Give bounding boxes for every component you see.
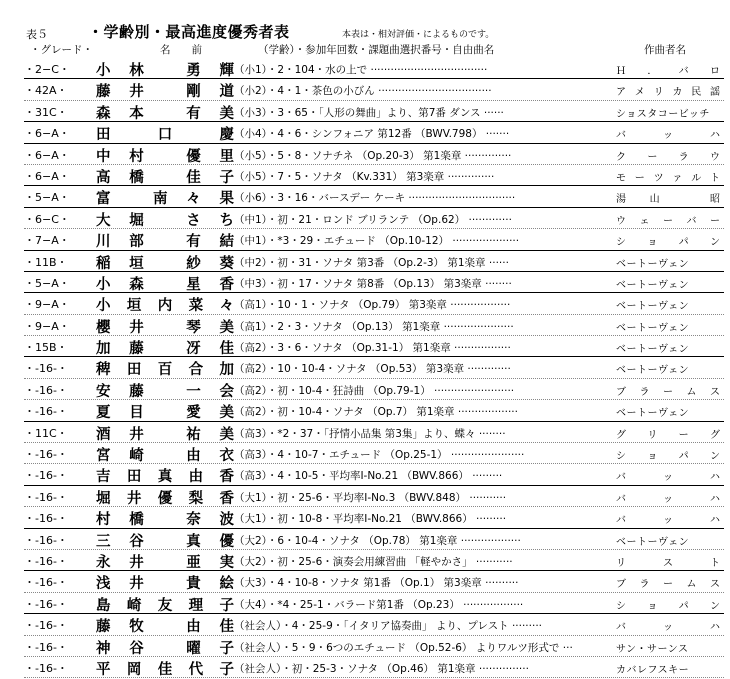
composer-cell: リ ス ト	[616, 557, 720, 569]
grade-cell: ・5−A・	[24, 276, 70, 290]
grade-cell: ・2−C・	[24, 63, 70, 76]
piece-cell: （小5）・7・5・ソナタ （Kv.331） 第3楽章 ··············	[234, 170, 495, 183]
piece-cell: （中3）・初・17・ソナタ 第8番 （Op.13） 第3楽章 ········	[234, 277, 512, 290]
name-cell: 高 橋 佳 子	[96, 169, 234, 186]
table-row	[24, 550, 724, 571]
name-cell: 稲 垣 紗 葵	[96, 255, 234, 272]
piece-cell: （小5）・5・8・ソナチネ （Op.20-3） 第1楽章 ··············	[234, 149, 512, 162]
table-row	[24, 400, 724, 421]
composer-cell: ベートーヴェン	[616, 408, 690, 420]
grade-cell: ・6−C・	[24, 212, 70, 226]
composer-cell: バ ッ ハ	[616, 130, 720, 142]
table-row	[24, 529, 724, 550]
name-cell: 島 崎 友 理 子	[96, 597, 234, 614]
grade-cell: ・-16-・	[24, 512, 68, 526]
piece-cell: （社会人）・4・25-9・「イタリア協奏曲」 より、プレスト ·········	[234, 620, 542, 633]
composer-cell: ベートーヴェン	[616, 301, 690, 313]
composer-cell: バ ッ ハ	[616, 472, 720, 484]
piece-cell: （中2）・初・31・ソナタ 第3番 （Op.2-3） 第1楽章 ······	[234, 256, 509, 269]
table-row	[24, 144, 724, 165]
composer-cell: ベートーヴェン	[616, 365, 690, 377]
table-header	[0, 0, 730, 40]
grade-cell: ・7−A・	[24, 234, 70, 248]
column-header-grade: ・グレード・	[30, 44, 93, 56]
composer-cell: ベートーヴェン	[616, 279, 690, 291]
table-row	[24, 507, 724, 528]
table-row	[24, 293, 724, 314]
composer-cell: ウ ェ ー バ ー	[616, 215, 720, 227]
piece-cell: （小1）・2・104・水の上で ···································	[234, 64, 488, 76]
piece-cell: （高3）・*2・37・「抒情小品集 第3集」より、蝶々 ········	[234, 427, 506, 440]
grade-cell: ・31C・	[24, 105, 68, 119]
composer-cell: ベートーヴェン	[616, 258, 690, 270]
composer-cell: ア メ リ カ 民 謡	[616, 87, 720, 99]
table-row	[24, 101, 724, 122]
grade-cell: ・5−A・	[24, 191, 70, 205]
composer-cell: シ ョ パ ン	[616, 237, 720, 249]
grade-cell: ・6−A・	[24, 148, 70, 162]
table-label: 表５	[26, 28, 48, 41]
grade-cell: ・9−A・	[24, 298, 70, 312]
piece-cell: （高3）・4・10-5・平均率Ⅰ-No.21 （BWV.866） ·········	[234, 470, 503, 483]
grade-cell: ・-16-・	[24, 448, 68, 462]
piece-cell: （高2）・10・10-4・ソナタ （Op.53） 第3楽章 ·············	[234, 363, 511, 376]
composer-cell: バ ッ ハ	[616, 622, 720, 634]
name-cell: 藤 牧 由 佳	[96, 619, 234, 636]
grade-cell: ・42A・	[24, 84, 68, 98]
name-cell: 平 岡 佳 代 子	[96, 661, 234, 678]
grade-cell: ・-16-・	[24, 661, 68, 675]
piece-cell: （大2）・初・25-6・演奏会用練習曲 「軽やかさ」 ···········	[234, 555, 513, 568]
table-title: ・学齢別・最高進度優秀者表	[88, 23, 290, 41]
table-row	[24, 251, 724, 272]
piece-cell: （社会人）・5・9・6つのエチュード （Op.52-6） よりワルツ形式で ···	[234, 641, 573, 654]
table-row	[24, 593, 724, 614]
name-cell: 村 橋 奈 波	[96, 512, 234, 529]
composer-cell: シ ョ パ ン	[616, 600, 720, 612]
piece-cell: （中1）・*3・29・エチュード （Op.10-12） ····················	[234, 235, 520, 248]
composer-cell: 湯 山 昭	[616, 194, 720, 206]
table-row	[24, 336, 724, 357]
composer-cell: バ ッ ハ	[616, 515, 720, 527]
name-cell: 藤 井 剛 道	[96, 84, 234, 101]
name-cell: 神 谷 曜 子	[96, 640, 234, 657]
name-cell: 浅 井 貴 絵	[96, 576, 234, 593]
table-row	[24, 636, 724, 657]
name-cell: 加 藤 冴 佳	[96, 341, 234, 358]
grade-cell: ・-16-・	[24, 405, 68, 419]
piece-cell: （高1）・2・3・ソナタ （Op.13） 第1楽章 ·····················	[234, 320, 514, 333]
piece-cell: （大2）・6・10-4・ソナタ （Op.78） 第1楽章 ··················	[234, 534, 521, 547]
piece-cell: （高2）・初・10-4・狂詩曲 （Op.79-1） ························	[234, 384, 515, 397]
composer-cell: カバレフスキー	[616, 664, 690, 676]
composer-cell: グ リ ー グ	[616, 429, 720, 441]
grade-cell: ・-16-・	[24, 597, 68, 611]
table-row	[24, 422, 724, 443]
piece-cell: （小3）・3・65・「人形の舞曲」より、第7番 ダンス ······	[234, 106, 504, 119]
composer-cell: ベートーヴェン	[616, 344, 690, 356]
composer-cell: ベートーヴェン	[616, 536, 690, 548]
piece-cell: （大3）・4・10-8・ソナタ 第1番 （Op.1） 第3楽章 ··········	[234, 577, 519, 590]
name-cell: 安 藤 一 会	[96, 383, 234, 400]
piece-cell: （大4）・*4・25-1・バラード第1番 （Op.23） ··················	[234, 598, 524, 611]
table-note: 本表は・相対評価・によるものです。	[342, 30, 495, 40]
composer-cell: ショスタコービッチ	[616, 108, 710, 120]
piece-cell: （大1）・初・10-8・平均率Ⅰ-No.21 （BWV.866） ·········	[234, 513, 507, 526]
piece-cell: （大1）・初・25-6・平均率Ⅰ-No.3 （BWV.848） ···········	[234, 491, 507, 504]
name-cell: 夏 目 愛 美	[96, 405, 234, 422]
name-cell: 川 部 有 結	[96, 234, 234, 251]
piece-cell: （中1）・初・21・ロンド ブリランテ （Op.62） ·············	[234, 213, 512, 226]
grade-cell: ・-16-・	[24, 469, 68, 483]
grade-cell: ・15B・	[24, 341, 68, 355]
name-cell: 櫻 井 琴 美	[96, 319, 234, 336]
column-header-piece: （学齢）・参加年回数・課題曲選択番号・自由曲名	[258, 44, 495, 56]
name-cell: 森 本 有 美	[96, 105, 234, 122]
name-cell: 田 口 慶	[96, 127, 234, 144]
composer-cell: ク ー ラ ウ	[616, 151, 720, 163]
name-cell: 吉 田 真 由 香	[96, 469, 234, 486]
name-cell: 富 南 々 果	[96, 191, 234, 208]
grade-cell: ・9−A・	[24, 319, 70, 333]
table-body	[24, 58, 724, 678]
table-row	[24, 614, 724, 635]
name-cell: 宮 崎 由 衣	[96, 448, 234, 465]
table-row	[24, 357, 724, 378]
name-cell: 小 林 勇 輝	[96, 63, 234, 79]
table-row	[24, 58, 724, 79]
piece-cell: （高3）・4・10-7・エチュード （Op.25-1） ······················	[234, 449, 525, 462]
piece-cell: （高2）・初・10-4・ソナタ （Op.7） 第1楽章 ··················	[234, 406, 518, 419]
name-cell: 堀 井 優 梨 香	[96, 490, 234, 507]
composer-cell: サン・サーンス	[616, 643, 689, 655]
grade-cell: ・-16-・	[24, 640, 68, 654]
piece-cell: （高2）・3・6・ソナタ （Op.31-1） 第1楽章 ·················	[234, 342, 511, 355]
grade-cell: ・-16-・	[24, 576, 68, 590]
table-row	[24, 272, 724, 293]
table-row	[24, 571, 724, 592]
table-row	[24, 165, 724, 186]
piece-cell: （社会人）・初・25-3・ソナタ （Op.46） 第1楽章 ···············	[234, 662, 529, 675]
piece-cell: （小2）・4・1・茶色の小びん ··································	[234, 85, 492, 98]
grade-cell: ・-16-・	[24, 490, 68, 504]
name-cell: 稗 田 百 合 加	[96, 362, 234, 379]
table-row	[24, 443, 724, 464]
piece-cell: （小6）・3・16・バースデー ケーキ ································	[234, 192, 516, 205]
column-header-name: 名 前	[160, 44, 202, 56]
table-row	[24, 122, 724, 143]
name-cell: 酒 井 祐 美	[96, 426, 234, 443]
composer-cell: ベートーヴェン	[616, 322, 690, 334]
composer-cell: ブ ラ ー ム ス	[616, 579, 720, 591]
composer-cell: Ｈ ． バ ロ	[616, 66, 720, 77]
name-cell: 小 垣 内 菜 々	[96, 298, 234, 315]
name-cell: 三 谷 真 優	[96, 533, 234, 550]
table-row	[24, 379, 724, 400]
table-row	[24, 657, 724, 678]
grade-cell: ・6−A・	[24, 169, 70, 183]
table-row	[24, 79, 724, 100]
composer-cell: ブ ラ ー ム ス	[616, 386, 720, 398]
grade-cell: ・11C・	[24, 426, 68, 440]
table-row	[24, 486, 724, 507]
grade-cell: ・-16-・	[24, 533, 68, 547]
piece-cell: （小4）・4・6・シンフォニア 第12番 （BWV.798） ·······	[234, 128, 510, 141]
column-header-composer: 作曲者名	[644, 44, 686, 56]
grade-cell: ・-16-・	[24, 362, 68, 376]
table-row	[24, 229, 724, 250]
table-row	[24, 464, 724, 485]
grade-cell: ・-16-・	[24, 554, 68, 568]
name-cell: 永 井 亜 実	[96, 554, 234, 571]
composer-cell: シ ョ パ ン	[616, 451, 720, 463]
name-cell: 小 森 星 香	[96, 276, 234, 293]
table-row	[24, 208, 724, 229]
table-row	[24, 315, 724, 336]
name-cell: 大 堀 さ ち	[96, 212, 234, 229]
grade-cell: ・6−A・	[24, 127, 70, 141]
composer-cell: バ ッ ハ	[616, 493, 720, 505]
grade-cell: ・-16-・	[24, 619, 68, 633]
grade-cell: ・11B・	[24, 255, 68, 269]
name-cell: 中 村 優 里	[96, 148, 234, 165]
table-row	[24, 186, 724, 207]
piece-cell: （高1）・10・1・ソナタ （Op.79） 第3楽章 ··················	[234, 299, 511, 312]
composer-cell: モ ー ツ ァ ル ト	[616, 172, 720, 184]
grade-cell: ・-16-・	[24, 383, 68, 397]
